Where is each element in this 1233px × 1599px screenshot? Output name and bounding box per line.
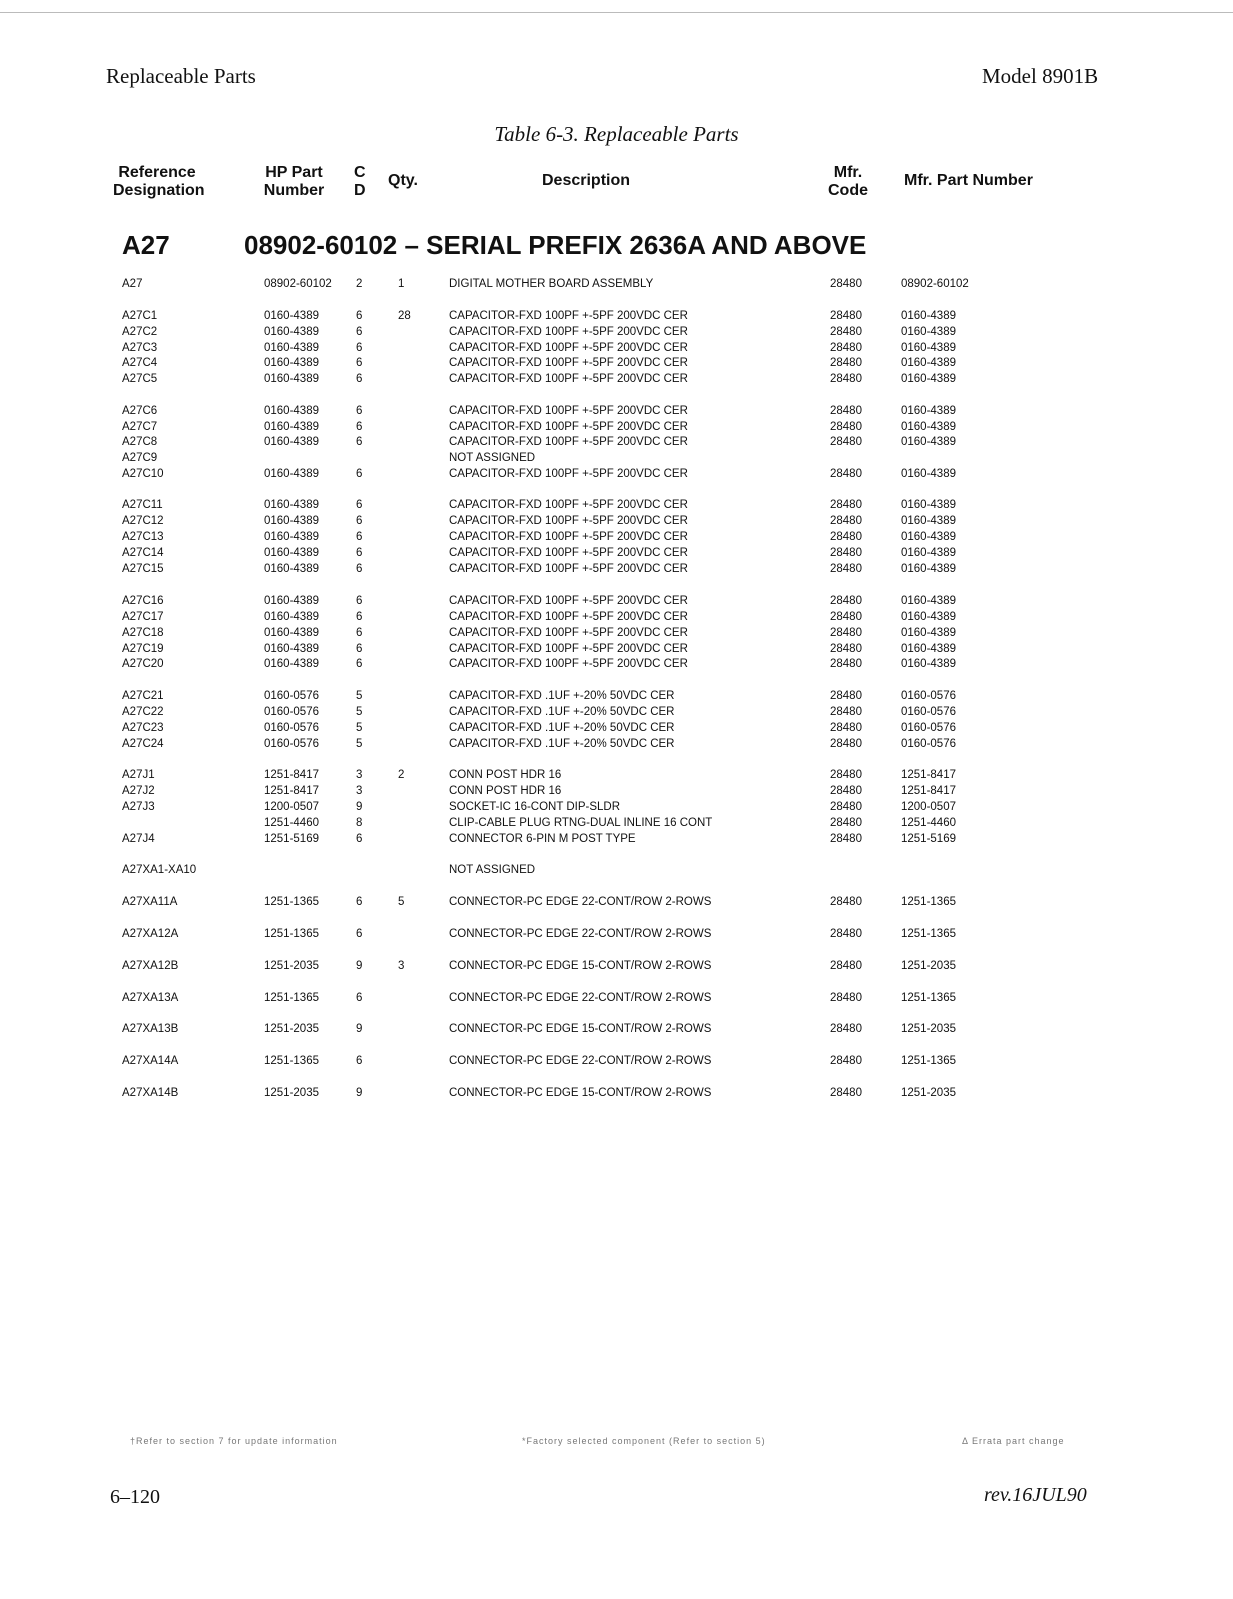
cell-ref: A27J1 [122,769,155,781]
cell-mfr: 28480 [830,785,862,797]
cell-cd: 6 [356,342,363,354]
cell-cd: 6 [356,436,363,448]
cell-mfr: 28480 [830,563,862,575]
cell-desc: CAPACITOR-FXD 100PF +-5PF 200VDC CER [449,515,688,527]
cell-ref: A27C10 [122,468,164,480]
cell-ref: A27C17 [122,611,164,623]
cell-mfr: 28480 [830,928,862,940]
table-row [0,656,1233,672]
cell-desc: CAPACITOR-FXD 100PF +-5PF 200VDC CER [449,326,688,338]
cell-ref: A27C21 [122,690,164,702]
cell-hp: 0160-4389 [264,468,319,480]
table-row [0,783,1233,799]
cell-cd: 5 [356,706,363,718]
cell-ref: A27XA13B [122,1023,179,1035]
cell-mfr: 28480 [830,1055,862,1067]
cell-cd: 6 [356,563,363,575]
cell-mfr: 28480 [830,310,862,322]
cell-desc: CAPACITOR-FXD 100PF +-5PF 200VDC CER [449,342,688,354]
footnote-update: †Refer to section 7 for update information [130,1436,338,1446]
section-title: 08902-60102 – SERIAL PREFIX 2636A AND ABOVE [244,230,867,260]
section-id: A27 [122,230,170,260]
footnote-errata: Δ Errata part change [962,1436,1065,1446]
cell-ref: A27C22 [122,706,164,718]
page-number: 6–120 [110,1486,160,1508]
cell-desc: CAPACITOR-FXD 100PF +-5PF 200VDC CER [449,421,688,433]
cell-ref: A27C1 [122,310,158,322]
table-row [0,799,1233,815]
cell-cd: 5 [356,738,363,750]
cell-hp: 0160-4389 [264,658,319,670]
cell-hp: 1251-1365 [264,896,319,908]
cell-ref: A27 [122,278,143,290]
cell-desc: DIGITAL MOTHER BOARD ASSEMBLY [449,278,654,290]
cell-desc: CAPACITOR-FXD .1UF +-20% 50VDC CER [449,722,675,734]
cell-mpn: 0160-0576 [901,738,956,750]
table-row [0,609,1233,625]
table-row [0,688,1233,704]
cell-mfr: 28480 [830,405,862,417]
cell-mpn: 1251-1365 [901,928,956,940]
cell-mpn: 1251-4460 [901,817,956,829]
cell-mpn: 0160-4389 [901,373,956,385]
cell-ref: A27XA13A [122,992,179,1004]
cell-hp: 0160-4389 [264,643,319,655]
cell-desc: CONNECTOR-PC EDGE 22-CONT/ROW 2-ROWS [449,896,712,908]
cell-mfr: 28480 [830,627,862,639]
cell-hp: 1251-1365 [264,928,319,940]
cell-desc: CAPACITOR-FXD 100PF +-5PF 200VDC CER [449,658,688,670]
cell-ref: A27C7 [122,421,158,433]
cell-ref: A27C15 [122,563,164,575]
cell-hp: 0160-4389 [264,421,319,433]
table-row [0,340,1233,356]
cell-cd: 9 [356,960,363,972]
cell-cd: 6 [356,928,363,940]
cell-mpn: 08902-60102 [901,278,969,290]
cell-cd: 9 [356,1023,363,1035]
cell-mpn: 0160-4389 [901,547,956,559]
cell-mfr: 28480 [830,992,862,1004]
cell-desc: CAPACITOR-FXD 100PF +-5PF 200VDC CER [449,563,688,575]
cell-hp: 0160-0576 [264,690,319,702]
cell-qty: 5 [398,896,405,908]
cell-ref: A27C13 [122,531,164,543]
table-row [0,545,1233,561]
cell-hp: 1251-1365 [264,992,319,1004]
cell-desc: CONNECTOR-PC EDGE 15-CONT/ROW 2-ROWS [449,1023,712,1035]
cell-desc: CAPACITOR-FXD 100PF +-5PF 200VDC CER [449,547,688,559]
cell-hp: 1251-8417 [264,785,319,797]
cell-mpn: 0160-4389 [901,405,956,417]
cell-ref: A27C19 [122,643,164,655]
cell-cd: 6 [356,896,363,908]
cell-ref: A27C2 [122,326,158,338]
cell-ref: A27XA1-XA10 [122,864,197,876]
cell-mpn: 1251-1365 [901,896,956,908]
cell-ref: A27XA12A [122,928,179,940]
cell-mpn: 0160-4389 [901,357,956,369]
cell-desc: CLIP-CABLE PLUG RTNG-DUAL INLINE 16 CONT [449,817,713,829]
table-row [0,513,1233,529]
cell-mfr: 28480 [830,738,862,750]
cell-mfr: 28480 [830,960,862,972]
cell-desc: CONNECTOR-PC EDGE 22-CONT/ROW 2-ROWS [449,992,712,1004]
cell-cd: 6 [356,421,363,433]
cell-mpn: 1251-8417 [901,785,956,797]
cell-ref: A27J3 [122,801,155,813]
cell-desc: CAPACITOR-FXD 100PF +-5PF 200VDC CER [449,357,688,369]
col-header-mfr-code: Mfr. Code [828,164,868,199]
cell-mfr: 28480 [830,436,862,448]
col-header-description: Description [542,172,631,189]
cell-mfr: 28480 [830,515,862,527]
cell-cd: 5 [356,722,363,734]
cell-desc: CAPACITOR-FXD 100PF +-5PF 200VDC CER [449,531,688,543]
cell-cd: 6 [356,531,363,543]
cell-mpn: 1251-2035 [901,1023,956,1035]
col-header-mfr-part-number: Mfr. Part Number [904,172,1033,189]
cell-hp: 0160-4389 [264,357,319,369]
table-row [0,324,1233,340]
cell-hp: 1251-2035 [264,1023,319,1035]
cell-desc: SOCKET-IC 16-CONT DIP-SLDR [449,801,621,813]
cell-cd: 8 [356,817,363,829]
cell-mpn: 0160-4389 [901,342,956,354]
cell-mfr: 28480 [830,801,862,813]
cell-ref: A27C14 [122,547,164,559]
cell-mfr: 28480 [830,421,862,433]
table-row [0,308,1233,324]
table-row [0,862,1233,878]
cell-ref: A27J4 [122,833,155,845]
table-row [0,704,1233,720]
cell-desc: CAPACITOR-FXD 100PF +-5PF 200VDC CER [449,643,688,655]
cell-mpn: 0160-4389 [901,310,956,322]
cell-desc: CONNECTOR 6-PIN M POST TYPE [449,833,636,845]
cell-hp: 08902-60102 [264,278,332,290]
cell-mfr: 28480 [830,278,862,290]
cell-cd: 6 [356,1055,363,1067]
cell-hp: 1251-8417 [264,769,319,781]
cell-desc: CAPACITOR-FXD 100PF +-5PF 200VDC CER [449,436,688,448]
cell-cd: 9 [356,801,363,813]
cell-cd: 6 [356,499,363,511]
cell-hp: 0160-4389 [264,563,319,575]
cell-hp: 1251-5169 [264,833,319,845]
cell-desc: CAPACITOR-FXD .1UF +-20% 50VDC CER [449,738,675,750]
cell-desc: CAPACITOR-FXD 100PF +-5PF 200VDC CER [449,595,688,607]
cell-cd: 6 [356,643,363,655]
cell-cd: 6 [356,310,363,322]
cell-mfr: 28480 [830,833,862,845]
cell-qty: 2 [398,769,405,781]
cell-mfr: 28480 [830,896,862,908]
cell-ref: A27C24 [122,738,164,750]
table-row [0,894,1233,910]
cell-hp: 0160-4389 [264,405,319,417]
cell-mpn: 1251-8417 [901,769,956,781]
cell-cd: 6 [356,611,363,623]
cell-hp: 0160-4389 [264,326,319,338]
cell-desc: CAPACITOR-FXD .1UF +-20% 50VDC CER [449,706,675,718]
cell-desc: CAPACITOR-FXD 100PF +-5PF 200VDC CER [449,611,688,623]
cell-mfr: 28480 [830,722,862,734]
cell-mpn: 0160-0576 [901,690,956,702]
cell-mpn: 1251-1365 [901,992,956,1004]
cell-mfr: 28480 [830,595,862,607]
cell-cd: 6 [356,326,363,338]
table-row [0,1085,1233,1101]
cell-qty: 1 [398,278,405,290]
cell-desc: CAPACITOR-FXD 100PF +-5PF 200VDC CER [449,499,688,511]
cell-hp: 0160-0576 [264,722,319,734]
cell-mfr: 28480 [830,531,862,543]
table-title: Table 6-3. Replaceable Parts [494,122,739,146]
cell-cd: 6 [356,992,363,1004]
table-row [0,529,1233,545]
cell-mpn: 0160-0576 [901,722,956,734]
cell-desc: CAPACITOR-FXD 100PF +-5PF 200VDC CER [449,310,688,322]
cell-mpn: 0160-4389 [901,499,956,511]
cell-hp: 0160-4389 [264,373,319,385]
cell-cd: 6 [356,833,363,845]
cell-ref: A27XA14A [122,1055,179,1067]
cell-mfr: 28480 [830,658,862,670]
cell-ref: A27C5 [122,373,158,385]
cell-mpn: 1251-5169 [901,833,956,845]
cell-mpn: 1251-1365 [901,1055,956,1067]
cell-mpn: 0160-4389 [901,436,956,448]
cell-mfr: 28480 [830,468,862,480]
revision-date: rev.16JUL90 [984,1484,1087,1506]
table-row [0,926,1233,942]
cell-cd: 5 [356,690,363,702]
cell-mfr: 28480 [830,326,862,338]
cell-hp: 0160-0576 [264,738,319,750]
cell-desc: CONNECTOR-PC EDGE 22-CONT/ROW 2-ROWS [449,928,712,940]
table-row [0,403,1233,419]
cell-mfr: 28480 [830,817,862,829]
cell-hp: 0160-0576 [264,706,319,718]
cell-desc: CAPACITOR-FXD .1UF +-20% 50VDC CER [449,690,675,702]
cell-cd: 6 [356,468,363,480]
cell-mpn: 0160-4389 [901,658,956,670]
cell-mpn: 0160-4389 [901,468,956,480]
cell-mfr: 28480 [830,547,862,559]
cell-mfr: 28480 [830,611,862,623]
cell-cd: 9 [356,1087,363,1099]
table-row [0,720,1233,736]
table-row [0,958,1233,974]
cell-mfr: 28480 [830,706,862,718]
cell-qty: 3 [398,960,405,972]
table-row [0,593,1233,609]
cell-hp: 1251-2035 [264,960,319,972]
table-row [0,276,1233,292]
cell-desc: CONNECTOR-PC EDGE 15-CONT/ROW 2-ROWS [449,960,712,972]
cell-ref: A27C11 [122,499,163,511]
cell-cd: 6 [356,658,363,670]
cell-ref: A27C20 [122,658,164,670]
cell-mfr: 28480 [830,1023,862,1035]
cell-desc: CONN POST HDR 16 [449,785,562,797]
cell-mpn: 1251-2035 [901,960,956,972]
cell-cd: 6 [356,405,363,417]
cell-ref: A27C12 [122,515,164,527]
cell-qty: 28 [398,310,411,322]
cell-mpn: 0160-4389 [901,421,956,433]
cell-hp: 0160-4389 [264,310,319,322]
cell-cd: 6 [356,547,363,559]
cell-ref: A27XA14B [122,1087,179,1099]
cell-desc: CAPACITOR-FXD 100PF +-5PF 200VDC CER [449,373,688,385]
table-row [0,371,1233,387]
cell-mpn: 0160-4389 [901,627,956,639]
table-row [0,434,1233,450]
cell-cd: 6 [356,627,363,639]
cell-hp: 0160-4389 [264,611,319,623]
table-row [0,1053,1233,1069]
table-row [0,450,1233,466]
cell-hp: 0160-4389 [264,547,319,559]
table-row [0,561,1233,577]
cell-hp: 1251-1365 [264,1055,319,1067]
cell-hp: 0160-4389 [264,342,319,354]
cell-mfr: 28480 [830,342,862,354]
cell-hp: 1200-0507 [264,801,319,813]
cell-mpn: 1200-0507 [901,801,956,813]
cell-hp: 1251-2035 [264,1087,319,1099]
col-header-hp-part: HP Part Number [263,164,325,199]
cell-hp: 0160-4389 [264,531,319,543]
top-rule [0,12,1233,13]
cell-desc: CONNECTOR-PC EDGE 15-CONT/ROW 2-ROWS [449,1087,712,1099]
cell-desc: NOT ASSIGNED [449,864,536,876]
col-header-reference: Reference Designation [113,164,205,199]
cell-mfr: 28480 [830,373,862,385]
cell-hp: 0160-4389 [264,515,319,527]
cell-hp: 0160-4389 [264,627,319,639]
cell-mfr: 28480 [830,499,862,511]
cell-ref: A27C8 [122,436,158,448]
cell-hp: 0160-4389 [264,436,319,448]
cell-desc: CAPACITOR-FXD 100PF +-5PF 200VDC CER [449,468,688,480]
cell-ref: A27C4 [122,357,158,369]
cell-desc: CAPACITOR-FXD 100PF +-5PF 200VDC CER [449,405,688,417]
cell-ref: A27C6 [122,405,158,417]
table-row [0,355,1233,371]
cell-mpn: 0160-4389 [901,531,956,543]
cell-hp: 0160-4389 [264,499,319,511]
table-row [0,990,1233,1006]
cell-hp: 0160-4389 [264,595,319,607]
table-row [0,831,1233,847]
table-row [0,736,1233,752]
cell-ref: A27XA12B [122,960,179,972]
cell-mpn: 0160-4389 [901,326,956,338]
cell-mpn: 0160-4389 [901,563,956,575]
table-row [0,497,1233,513]
cell-mpn: 1251-2035 [901,1087,956,1099]
cell-desc: CAPACITOR-FXD 100PF +-5PF 200VDC CER [449,627,688,639]
cell-ref: A27XA11A [122,896,178,908]
cell-ref: A27C3 [122,342,158,354]
running-header-left: Replaceable Parts [106,64,256,88]
table-row [0,767,1233,783]
cell-ref: A27C9 [122,452,158,464]
cell-mfr: 28480 [830,357,862,369]
table-row [0,815,1233,831]
cell-mpn: 0160-4389 [901,515,956,527]
cell-mfr: 28480 [830,1087,862,1099]
cell-ref: A27C23 [122,722,164,734]
cell-cd: 3 [356,785,363,797]
cell-mpn: 0160-4389 [901,595,956,607]
footnote-factory-selected: *Factory selected component (Refer to section 5) [522,1436,766,1446]
table-row [0,1021,1233,1037]
col-header-qty: Qty. [388,172,418,189]
table-row [0,419,1233,435]
cell-cd: 6 [356,515,363,527]
cell-mfr: 28480 [830,690,862,702]
cell-cd: 6 [356,357,363,369]
cell-mfr: 28480 [830,643,862,655]
running-header-right: Model 8901B [982,64,1099,88]
cell-cd: 2 [356,278,363,290]
cell-mpn: 0160-0576 [901,706,956,718]
cell-desc: CONNECTOR-PC EDGE 22-CONT/ROW 2-ROWS [449,1055,712,1067]
cell-desc: CONN POST HDR 16 [449,769,562,781]
cell-cd: 6 [356,595,363,607]
cell-mpn: 0160-4389 [901,611,956,623]
cell-mpn: 0160-4389 [901,643,956,655]
cell-ref: A27C16 [122,595,164,607]
cell-cd: 3 [356,769,363,781]
cell-ref: A27J2 [122,785,155,797]
table-row [0,641,1233,657]
table-row [0,625,1233,641]
cell-mfr: 28480 [830,769,862,781]
col-header-cd: C D [354,164,366,199]
cell-ref: A27C18 [122,627,164,639]
cell-cd: 6 [356,373,363,385]
cell-hp: 1251-4460 [264,817,319,829]
table-row [0,466,1233,482]
cell-desc: NOT ASSIGNED [449,452,536,464]
